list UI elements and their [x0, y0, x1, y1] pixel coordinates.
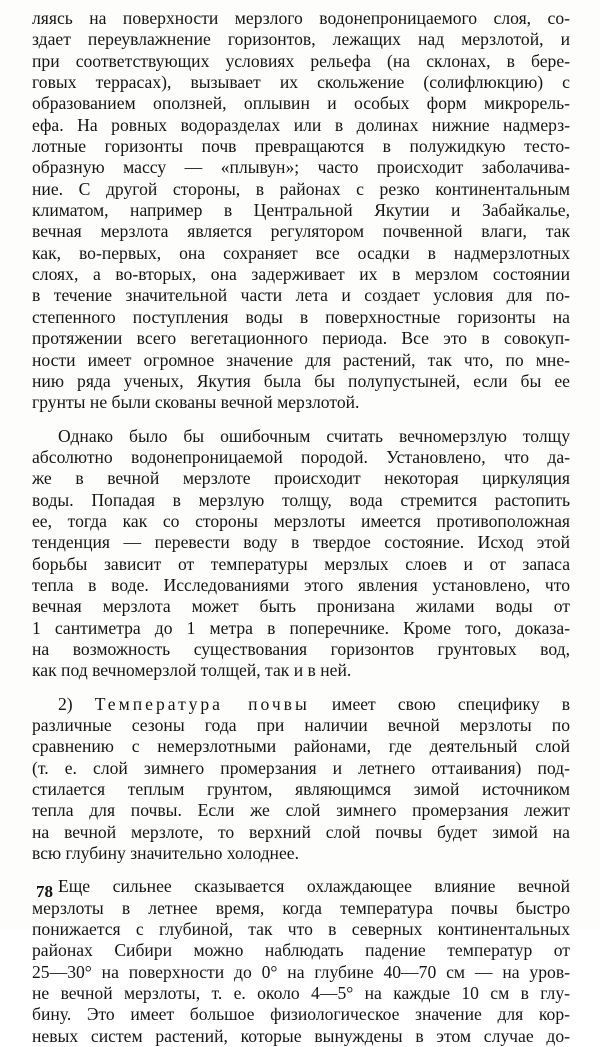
text-line: ние. С другой стороны, в районах с резко континентальным: [32, 178, 570, 199]
text-line: здает переувлажнение горизонтов, лежащих над мерзлотой, и: [32, 29, 570, 50]
text-line: на вечной мерзлоте, то верхний слой почвы будет зимой на: [32, 821, 570, 842]
list-number: 2): [58, 693, 95, 714]
paragraph: [32, 876, 570, 1047]
paragraph: [32, 694, 570, 865]
text-line: бину. Это имеет большое физиологическое значение для кор-: [32, 1004, 570, 1025]
text-line: на возможность существования горизонтов грунтовых вод,: [32, 638, 570, 659]
text-line: ности имеет огромное значение для растений, так что, по мне-: [32, 349, 570, 370]
text-line: тепла для почвы. Если же слой зимнего промерзания лежит: [32, 800, 570, 821]
text-run: имеет свою специфику в: [309, 693, 570, 714]
text-line: как под вечномерзлой толщей, так и в ней.: [32, 660, 352, 681]
text-line: Однако было бы ошибочным считать вечномерзлую толщу: [58, 425, 570, 446]
text-line: районах Сибири можно наблюдать падение температур от: [32, 940, 570, 961]
text-line: абсолютно водонепроницаемой породой. Установлено, что да-: [32, 446, 570, 467]
text-line: ее, тогда как со стороны мерзлоты имеется противоположная: [32, 510, 570, 531]
text-line: грунты не были скованы вечной мерзлотой.: [32, 392, 360, 413]
page-number: 78: [36, 882, 53, 901]
text-line: понижается с глубиной, так что в северных континентальных: [32, 919, 570, 940]
text-line: невых систем растений, которые вынуждены в этом случае до-: [32, 1025, 570, 1046]
text-line: в течение значительной части лета и создает условия для по-: [32, 285, 570, 306]
text-line: нию ряда ученых, Якутия была бы полупустыней, если бы ее: [32, 370, 570, 391]
text-line: как, во-первых, она сохраняет все осадки в надмерзлотных: [32, 242, 570, 263]
text-line: лотные горизонты почв превращаются в полужидкую тесто-: [32, 136, 570, 157]
paragraph: [32, 426, 570, 682]
text-line: борьбы зависит от температуры мерзлых слоев и от запаса: [32, 553, 570, 574]
text-line: не вечной мерзлоты, т. е. около 4—5° на каждые 10 см в глу-: [32, 983, 570, 1004]
text-line: протяжении всего вегетационного периода. Все это в совокуп-: [32, 328, 570, 349]
text-line: образную массу — «плывун»; часто происходит заболачива-: [32, 157, 570, 178]
paragraph: [32, 8, 570, 414]
text-line: 25—30° на поверхности до 0° на глубине 40—70 см — на уров-: [32, 961, 570, 982]
text-line: [32, 694, 570, 715]
body-text: [32, 8, 570, 1047]
text-line: вечная мерзлота может быть пронизана жилами воды от: [32, 596, 570, 617]
text-line: ефа. На ровных водоразделах или в долинах нижние надмерз-: [32, 114, 570, 135]
text-line: при соответствующих условиях рельефа (на склонах, в бере-: [32, 50, 570, 71]
text-line: слоях, а во-вторых, она задерживает их в мерзлом состоянии: [32, 264, 570, 285]
text-line: Еще сильнее сказывается охлаждающее влияние вечной: [58, 876, 570, 897]
text-line: мерзлоты в летнее время, когда температура почвы быстро: [32, 897, 570, 918]
text-line: 1 сантиметра до 1 метра в поперечнике. Кроме того, доказа-: [32, 617, 570, 638]
text-line: (т. е. слой зимнего промерзания и летнего оттаивания) под-: [32, 757, 570, 778]
text-line: сравнению с немерзлотными районами, где деятельный слой: [32, 736, 570, 757]
text-line: тенденция — перевести воду в твердое состояние. Исход этой: [32, 532, 570, 553]
text-line: же в вечной мерзлоте происходит некоторая циркуляция: [32, 468, 570, 489]
text-line: всю глубину значительно холоднее.: [32, 843, 299, 864]
text-line: образованием оползней, оплывин и особых форм микрорель-: [32, 93, 570, 114]
text-line: тепла в воде. Исследованиями этого явления установлено, что: [32, 574, 570, 595]
text-line: стилается теплым грунтом, являющимся зимой источником: [32, 779, 570, 800]
text-line: говых террасах), вызывает их скольжение (солифлюкцию) с: [32, 72, 570, 93]
text-line: ляясь на поверхности мерзлого водонепроницаемого слоя, со-: [32, 8, 570, 28]
text-line: климатом, например в Центральной Якутии и Забайкалье,: [32, 200, 570, 221]
text-line: воды. Попадая в мерзлую толщу, вода стремится растопить: [32, 489, 570, 510]
text-line: различные сезоны года при наличии вечной мерзлоты по: [32, 715, 570, 735]
text-line: степенного поступления воды в поверхностные горизонты на: [32, 306, 570, 327]
spaced-term: Температура почвы: [94, 693, 310, 714]
text-line: вечная мерзлота является регулятором почвенной влаги, так: [32, 221, 570, 242]
